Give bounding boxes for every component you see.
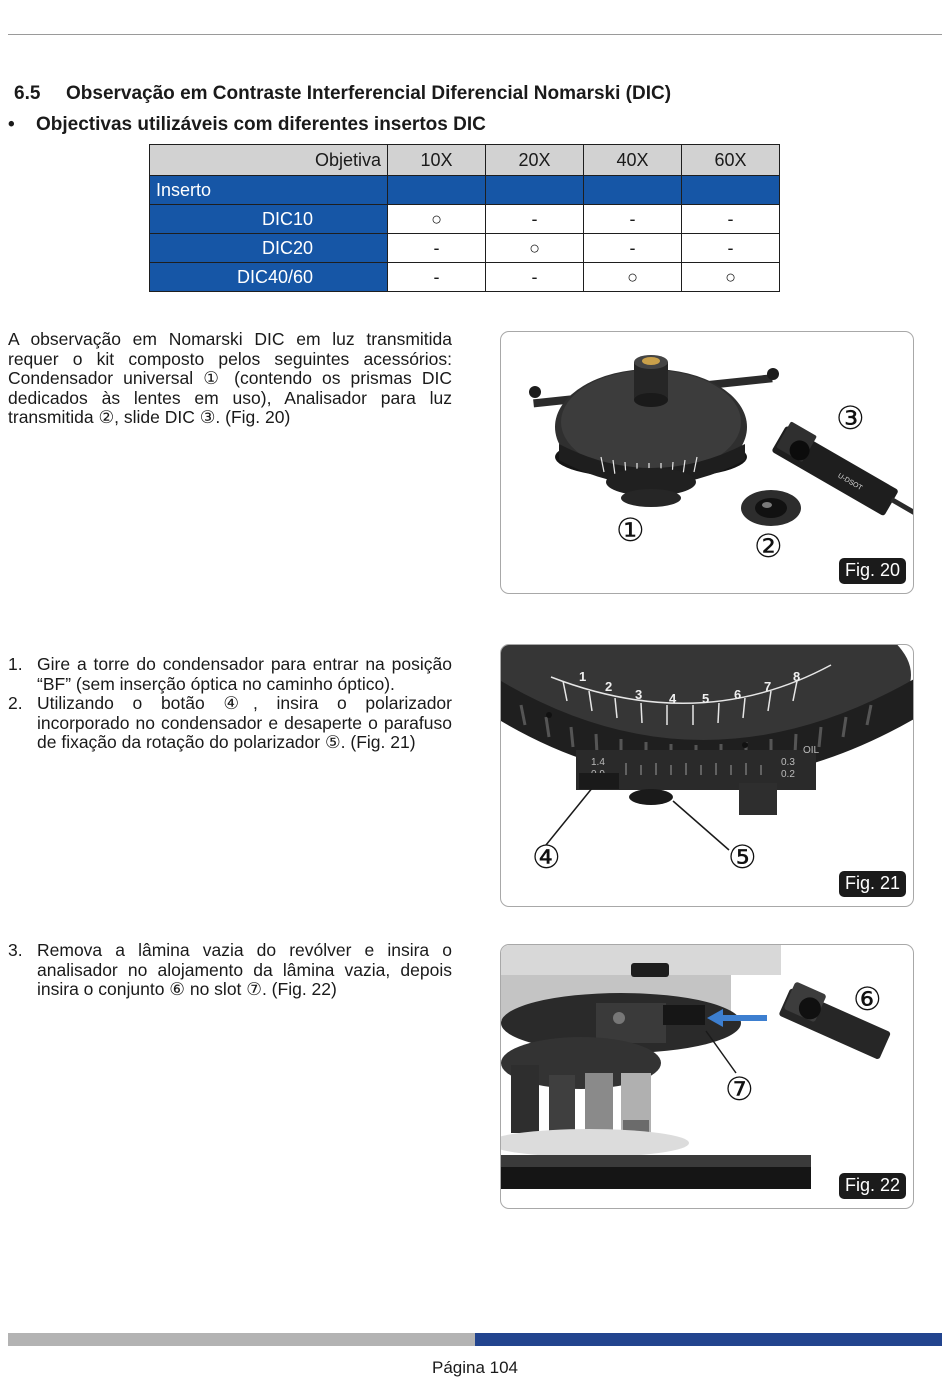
dial-number: 7 — [764, 679, 772, 694]
figure-label: Fig. 22 — [838, 1172, 907, 1200]
microscope-slot-illustration — [501, 945, 913, 1208]
insert-label: Inserto — [150, 176, 388, 205]
table-cell: - — [486, 263, 584, 292]
page-number: Página 104 — [431, 1358, 519, 1377]
table-cell: - — [584, 205, 682, 234]
table-cell: - — [682, 205, 780, 234]
step-number: 1. — [8, 654, 23, 674]
table-header-row — [150, 145, 780, 176]
dial-number: 4 — [669, 691, 677, 706]
dial-number: 8 — [793, 669, 801, 684]
table-cell — [388, 176, 486, 205]
condenser-kit-illustration — [501, 332, 913, 593]
dial-number: 3 — [635, 687, 643, 702]
figure-21 — [500, 644, 914, 907]
dial-number: 1 — [579, 669, 587, 684]
callout-6: ⑥ — [853, 981, 882, 1017]
table-row — [150, 234, 780, 263]
callout-2: ② — [754, 528, 783, 564]
scale-right-top: 0.3 — [781, 757, 795, 768]
figure-label: Fig. 21 — [838, 870, 907, 898]
list-item — [8, 941, 452, 1000]
table-cell: - — [584, 234, 682, 263]
table-cell — [682, 176, 780, 205]
header-col: 60X — [682, 145, 780, 176]
table-cell — [486, 176, 584, 205]
header-col: 10X — [388, 145, 486, 176]
table-cell — [584, 176, 682, 205]
row-label: DIC20 — [150, 234, 388, 263]
section-title: Observação em Contraste Interferencial Diferencial Nomarski (DIC) — [66, 83, 672, 104]
step-number: 3. — [8, 940, 23, 960]
callout-1: ① — [616, 512, 645, 548]
row-label: DIC40/60 — [150, 263, 388, 292]
table-cell: - — [486, 205, 584, 234]
dial-number: 2 — [605, 679, 613, 694]
dic-insert-table — [149, 144, 780, 292]
footer-bar-blue — [475, 1333, 942, 1346]
table-cell: - — [388, 263, 486, 292]
list-item — [8, 694, 452, 753]
header-col: 20X — [486, 145, 584, 176]
step-text: Remova a lâmina vazia do revólver e insira o analisador no alojamento da lâmina vazia, depois insira o conjunto ⑥ no slot ⑦. (Fig. 22) — [37, 940, 452, 999]
top-rule — [8, 34, 942, 35]
header-col: 40X — [584, 145, 682, 176]
scale-right-bottom: 0.2 — [781, 769, 795, 780]
condenser-dial-illustration — [501, 645, 913, 906]
figure-22 — [500, 944, 914, 1209]
figure-label: Fig. 20 — [838, 557, 907, 585]
dial-number: 5 — [702, 691, 710, 706]
step-text: Gire a torre do condensador para entrar na posição “BF” (sem inserção óptica no caminho óptico). — [37, 654, 452, 694]
steps-list-b — [8, 941, 452, 1000]
slide-engraving: U-DSOT — [836, 472, 864, 493]
table-cell: ○ — [584, 263, 682, 292]
section-number: 6.5 — [14, 83, 41, 104]
intro-paragraph: A observação em Nomarski DIC em luz transmitida requer o kit composto pelos seguintes acessórios: Condensador universal ① (contendo os prismas DIC dedicados às lentes em uso), Analisador para luz transmitida ②, slide DIC ③. (Fig. 20) — [8, 329, 452, 427]
table-cell: - — [388, 234, 486, 263]
table-cell: ○ — [682, 263, 780, 292]
table-cell: ○ — [486, 234, 584, 263]
row-label: DIC10 — [150, 205, 388, 234]
dial-number: 6 — [734, 687, 742, 702]
callout-7: ⑦ — [725, 1071, 754, 1107]
header-objetiva: Objetiva — [150, 145, 388, 176]
figure-20 — [500, 331, 914, 594]
table-row — [150, 205, 780, 234]
section-heading — [14, 83, 671, 105]
table-row — [150, 263, 780, 292]
list-item — [8, 655, 452, 694]
steps-list-a — [8, 655, 452, 753]
footer-bar-gray — [8, 1333, 475, 1346]
bullet-text: Objectivas utilizáveis com diferentes insertos DIC — [36, 114, 486, 135]
callout-3: ③ — [836, 400, 865, 436]
bullet-heading — [8, 114, 486, 136]
scale-left-top: 1.4 — [591, 757, 605, 768]
oil-marking: OIL — [803, 745, 820, 756]
step-text: Utilizando o botão ④, insira o polarizador incorporado no condensador e desaperte o parafuso de fixação da rotação do polarizador ⑤. (Fig. 21) — [37, 693, 452, 752]
table-cell: ○ — [388, 205, 486, 234]
callout-5: ⑤ — [728, 839, 757, 875]
bullet-icon: • — [8, 114, 15, 135]
table-insert-row — [150, 176, 780, 205]
callout-4: ④ — [532, 839, 561, 875]
table-cell: - — [682, 234, 780, 263]
step-number: 2. — [8, 693, 23, 713]
